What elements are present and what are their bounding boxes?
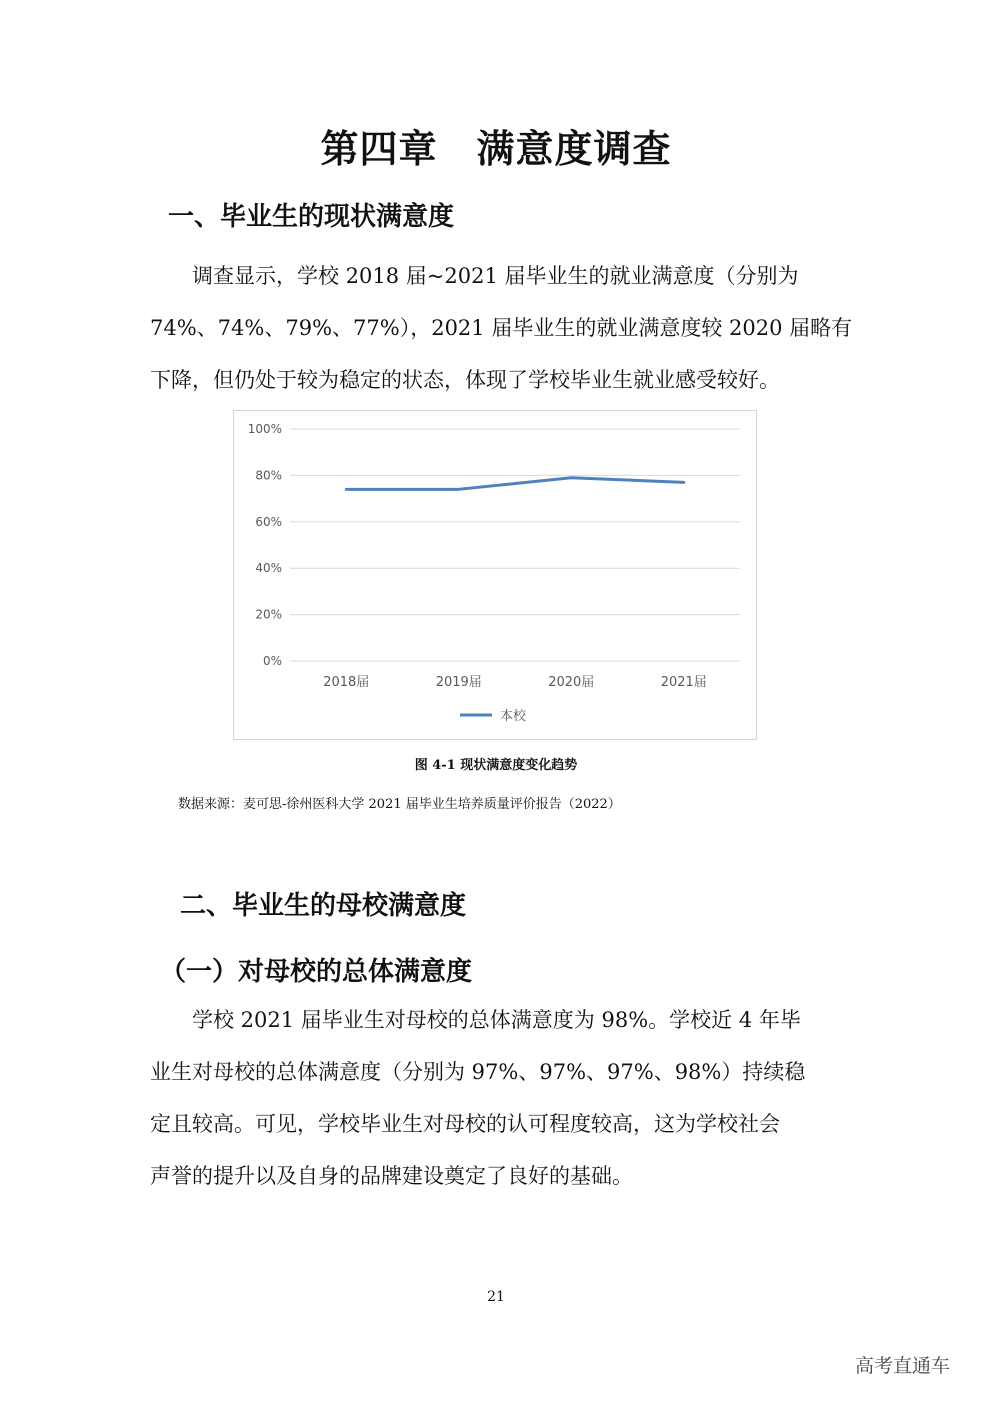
x-tick-label: 2020届 — [548, 675, 595, 690]
paragraph-line: 定且较高。可见，学校毕业生对母校的认可程度较高，这为学校社会 — [150, 1112, 780, 1136]
x-tick-label: 2021届 — [660, 675, 707, 690]
satisfaction-line-chart — [233, 410, 757, 740]
section2-paragraph — [150, 994, 850, 1202]
legend-label: 本校 — [500, 709, 527, 724]
paragraph-line: 调查显示，学校 2018 届~2021 届毕业生的就业满意度（分别为 — [150, 264, 799, 288]
watermark-logo-text: 高考直通车 — [855, 1355, 951, 1377]
section-heading-current-satisfaction: 一、毕业生的现状满意度 — [168, 202, 455, 232]
y-tick-label: 60% — [255, 514, 282, 529]
x-tick-label: 2019届 — [435, 675, 482, 690]
chart-canvas — [234, 411, 756, 739]
paragraph-line: 业生对母校的总体满意度（分别为 97%、97%、97%、98%）持续稳 — [150, 1060, 806, 1084]
section-heading-alma-mater-satisfaction: 二、毕业生的母校满意度 — [180, 891, 467, 921]
paragraph-line: 下降，但仍处于较为稳定的状态，体现了学校毕业生就业感受较好。 — [150, 368, 780, 392]
data-source-note: 数据来源：麦可思-徐州医科大学 2021 届毕业生培养质量评价报告（2022） — [178, 797, 621, 812]
figure-caption: 图 4-1 现状满意度变化趋势 — [414, 758, 578, 773]
paragraph-line: 声誉的提升以及自身的品牌建设奠定了良好的基础。 — [150, 1164, 633, 1188]
section1-paragraph — [150, 250, 853, 406]
series-line — [346, 478, 684, 490]
paragraph-line: 学校 2021 届毕业生对母校的总体满意度为 98%。学校近 4 年毕 — [150, 1008, 801, 1032]
chapter-title: 第四章 满意度调查 — [320, 126, 672, 171]
y-tick-label: 100% — [247, 422, 282, 436]
subsection-heading-overall-satisfaction: （一）对母校的总体满意度 — [160, 957, 473, 987]
y-tick-label: 20% — [255, 607, 282, 622]
y-tick-label: 80% — [255, 468, 282, 483]
paragraph-line: 74%、74%、79%、77%），2021 届毕业生的就业满意度较 2020 届略有 — [150, 316, 853, 340]
page-number: 21 — [487, 1289, 505, 1305]
y-tick-label: 0% — [262, 654, 282, 668]
y-tick-label: 40% — [255, 561, 282, 576]
x-tick-label: 2018届 — [323, 675, 370, 690]
